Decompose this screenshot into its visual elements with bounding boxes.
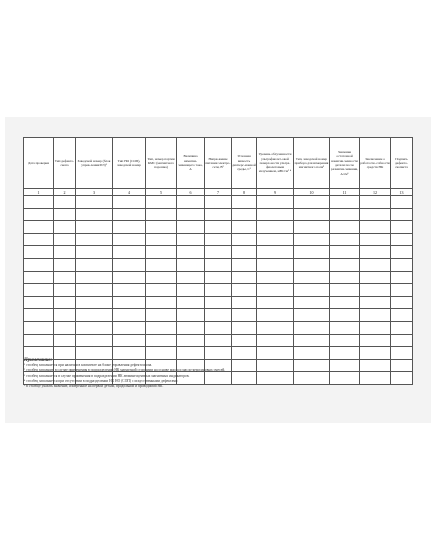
table-cell[interactable] (257, 233, 294, 246)
table-cell[interactable] (54, 321, 76, 334)
table-cell[interactable] (76, 221, 113, 234)
table-row (24, 296, 413, 309)
table-cell[interactable] (391, 284, 413, 297)
table-row (24, 271, 413, 284)
table-cell[interactable] (232, 208, 257, 221)
table-cell[interactable] (232, 296, 257, 309)
table-cell[interactable] (294, 321, 330, 334)
table-cell[interactable] (360, 246, 391, 259)
table-cell[interactable] (76, 246, 113, 259)
table-cell[interactable] (205, 296, 232, 309)
table-cell[interactable] (76, 296, 113, 309)
note-line: ³ столбец заполняется в случае применения в подразделении НК люминесцентных магнитных индикаторов. (24, 373, 190, 378)
table-cell[interactable] (54, 309, 76, 322)
table-cell[interactable] (294, 246, 330, 259)
table-row (24, 246, 413, 259)
table-cell[interactable] (205, 334, 232, 347)
table-cell[interactable] (24, 334, 54, 347)
table-cell[interactable] (257, 246, 294, 259)
table-cell[interactable] (76, 233, 113, 246)
table-cell[interactable] (360, 271, 391, 284)
table-cell[interactable] (177, 334, 205, 347)
table-cell[interactable] (257, 271, 294, 284)
table-cell[interactable] (205, 258, 232, 271)
table-cell[interactable] (54, 296, 76, 309)
table-cell[interactable] (330, 246, 360, 259)
table-cell[interactable] (232, 309, 257, 322)
table-cell[interactable] (113, 246, 146, 259)
column-number: 12 (360, 189, 391, 196)
table-cell[interactable] (24, 321, 54, 334)
table-cell[interactable] (113, 296, 146, 309)
table-cell[interactable] (294, 296, 330, 309)
table-cell[interactable] (113, 284, 146, 297)
column-number: 4 (113, 189, 146, 196)
column-header: Заводской номер (блок управ-ления/ПЭ)¹ (76, 138, 113, 189)
table-cell[interactable] (391, 246, 413, 259)
table-cell[interactable] (76, 258, 113, 271)
table-cell[interactable] (391, 309, 413, 322)
table-cell[interactable] (294, 233, 330, 246)
table-row (24, 233, 413, 246)
inspection-log-table (23, 137, 413, 385)
column-number: 11 (330, 189, 360, 196)
table-cell[interactable] (113, 334, 146, 347)
table-cell[interactable] (294, 258, 330, 271)
table-header-row (24, 138, 413, 189)
table-row (24, 309, 413, 322)
column-header: Уровень облученности ультрафиолет-овой поверх-ности ультра-фиолетовым излучением, мВт/см² ⁴ (257, 138, 294, 189)
table-cell[interactable] (232, 334, 257, 347)
table-cell[interactable] (177, 208, 205, 221)
column-header: Тип дефекто-скопа (54, 138, 76, 189)
table-cell[interactable] (232, 221, 257, 234)
table-cell[interactable] (146, 321, 177, 334)
table-cell[interactable] (76, 208, 113, 221)
notes-title: Примечание: (24, 358, 53, 363)
table-cell[interactable] (232, 284, 257, 297)
table-cell[interactable] (76, 284, 113, 297)
table-cell[interactable] (330, 284, 360, 297)
table-cell[interactable] (24, 284, 54, 297)
table-cell[interactable] (177, 233, 205, 246)
table-cell[interactable] (232, 246, 257, 259)
table-cell[interactable] (294, 309, 330, 322)
table-cell[interactable] (205, 246, 232, 259)
table-cell[interactable] (24, 309, 54, 322)
column-number: 8 (232, 189, 257, 196)
table-cell[interactable] (294, 196, 330, 209)
table-cell[interactable] (330, 321, 360, 334)
table-cell[interactable] (330, 334, 360, 347)
table-cell[interactable] (76, 321, 113, 334)
table-cell[interactable] (146, 246, 177, 259)
table-cell[interactable] (113, 321, 146, 334)
table-cell[interactable] (113, 221, 146, 234)
table-row (24, 196, 413, 209)
table-cell[interactable] (257, 296, 294, 309)
table-cell[interactable] (113, 309, 146, 322)
column-header: Тип НО (СОП), заводской номер (113, 138, 146, 189)
table-cell[interactable] (24, 271, 54, 284)
table-cell[interactable] (146, 221, 177, 234)
table-cell[interactable] (257, 309, 294, 322)
table-cell[interactable] (113, 196, 146, 209)
table-cell[interactable] (330, 271, 360, 284)
table-cell[interactable] (54, 271, 76, 284)
table-cell[interactable] (360, 321, 391, 334)
table-cell[interactable] (391, 334, 413, 347)
table-cell[interactable] (146, 233, 177, 246)
table-cell[interactable] (330, 258, 360, 271)
column-header: Подпись дефекто-скописта (391, 138, 413, 189)
table-cell[interactable] (177, 258, 205, 271)
table-cell[interactable] (294, 208, 330, 221)
table-cell[interactable] (232, 233, 257, 246)
table-cell[interactable] (391, 271, 413, 284)
column-header: Величина намагни-чивающего тока, А (177, 138, 205, 189)
column-header: Тип, заводской номер прибора для измерения магнитного поля⁵ (294, 138, 330, 189)
table-cell[interactable] (113, 208, 146, 221)
table-cell[interactable] (54, 208, 76, 221)
table-cell[interactable] (54, 284, 76, 297)
table-cell[interactable] (205, 233, 232, 246)
table-cell[interactable] (330, 309, 360, 322)
column-number: 2 (54, 189, 76, 196)
column-number: 9 (257, 189, 294, 196)
table-cell[interactable] (294, 284, 330, 297)
column-number-row (24, 189, 413, 196)
column-header: Заключение о работоспо-собности средств НК (360, 138, 391, 189)
table-cell[interactable] (360, 208, 391, 221)
table-cell[interactable] (257, 284, 294, 297)
table-cell[interactable] (54, 221, 76, 234)
table-cell[interactable] (294, 271, 330, 284)
note-line: ⁵ в столбце указать значение, измеренное на первой детали, продольной и проводимой НК. (24, 384, 164, 389)
table-cell[interactable] (391, 221, 413, 234)
table-cell[interactable] (54, 233, 76, 246)
table-cell[interactable] (391, 321, 413, 334)
table-cell[interactable] (113, 258, 146, 271)
table-cell[interactable] (232, 321, 257, 334)
table-cell[interactable] (205, 208, 232, 221)
table-cell[interactable] (391, 208, 413, 221)
note-line: ² столбец заполнять в случае применения в подразделении НК магнитной суспензии на основе масла и масло-керосиновых смесей. (24, 368, 226, 373)
column-number: 5 (146, 189, 177, 196)
table-cell[interactable] (54, 334, 76, 347)
table-row (24, 258, 413, 271)
table-cell[interactable] (360, 334, 391, 347)
table-cell[interactable] (330, 296, 360, 309)
table-cell[interactable] (360, 258, 391, 271)
notes-section (24, 358, 410, 389)
table-cell[interactable] (24, 196, 54, 209)
table-cell[interactable] (54, 196, 76, 209)
table-cell[interactable] (232, 258, 257, 271)
table-cell[interactable] (205, 271, 232, 284)
table-cell[interactable] (24, 258, 54, 271)
column-number: 13 (391, 189, 413, 196)
table-cell[interactable] (360, 221, 391, 234)
table-row (24, 284, 413, 297)
table-cell[interactable] (146, 258, 177, 271)
column-header: Тип, номер партии КМС (магнитного порошка) (146, 138, 177, 189)
table-row (24, 221, 413, 234)
table-cell[interactable] (294, 334, 330, 347)
table-cell[interactable] (146, 284, 177, 297)
table-cell[interactable] (360, 196, 391, 209)
table-cell[interactable] (146, 296, 177, 309)
table-cell[interactable] (360, 296, 391, 309)
table-cell[interactable] (205, 221, 232, 234)
note-line: ⁴ столбец заполняется при отсутствии в подразделении НК НО (СОП) с искусственными дефектами (24, 378, 178, 383)
table-cell[interactable] (54, 246, 76, 259)
table-cell[interactable] (146, 196, 177, 209)
table-cell[interactable] (177, 271, 205, 284)
table-cell[interactable] (205, 309, 232, 322)
table-cell[interactable] (177, 196, 205, 209)
table-cell[interactable] (24, 221, 54, 234)
table-row (24, 208, 413, 221)
table-cell[interactable] (146, 309, 177, 322)
table-cell[interactable] (24, 208, 54, 221)
table-cell[interactable] (257, 208, 294, 221)
table-cell[interactable] (232, 271, 257, 284)
table-row (24, 334, 413, 347)
table-cell[interactable] (257, 334, 294, 347)
table-cell[interactable] (360, 284, 391, 297)
table-cell[interactable] (76, 334, 113, 347)
column-number: 7 (205, 189, 232, 196)
table-cell[interactable] (232, 196, 257, 209)
table-cell[interactable] (391, 296, 413, 309)
column-header: Напря-жение питания электро-сети, В² (205, 138, 232, 189)
column-header: Условная вязкость дисперс-ионной среды, С³ (232, 138, 257, 189)
table-cell[interactable] (205, 196, 232, 209)
table-cell[interactable] (391, 196, 413, 209)
column-number: 10 (294, 189, 330, 196)
table-cell[interactable] (113, 233, 146, 246)
table-cell[interactable] (146, 271, 177, 284)
column-number: 6 (177, 189, 205, 196)
table-cell[interactable] (24, 296, 54, 309)
table-cell[interactable] (24, 233, 54, 246)
table-cell[interactable] (257, 258, 294, 271)
table-cell[interactable] (294, 221, 330, 234)
table-cell[interactable] (113, 271, 146, 284)
table-cell[interactable] (146, 208, 177, 221)
table-cell[interactable] (391, 258, 413, 271)
column-number: 3 (76, 189, 113, 196)
table-cell[interactable] (76, 196, 113, 209)
table-cell[interactable] (24, 246, 54, 259)
table-cell[interactable] (360, 233, 391, 246)
column-number: 1 (24, 189, 54, 196)
table-cell[interactable] (177, 296, 205, 309)
table-cell[interactable] (177, 321, 205, 334)
table-row (24, 321, 413, 334)
table-cell[interactable] (177, 309, 205, 322)
table-cell[interactable] (205, 321, 232, 334)
table-cell[interactable] (54, 258, 76, 271)
table-cell[interactable] (391, 233, 413, 246)
table-cell[interactable] (177, 246, 205, 259)
table-cell[interactable] (257, 196, 294, 209)
table-cell[interactable] (330, 196, 360, 209)
table-cell[interactable] (360, 309, 391, 322)
column-header: Значение остаточной намагни-ченности детали после размагни-чивания, А/см⁶ (330, 138, 360, 189)
note-line: ¹ столбец заполняется при наличии в комплекте на блоке управления дефектоскопа. (24, 363, 153, 368)
table-cell[interactable] (76, 309, 113, 322)
table-cell[interactable] (177, 284, 205, 297)
table-cell[interactable] (330, 233, 360, 246)
table-cell[interactable] (177, 221, 205, 234)
table-cell[interactable] (257, 221, 294, 234)
table-cell[interactable] (257, 321, 294, 334)
table-cell[interactable] (76, 271, 113, 284)
table-cell[interactable] (146, 334, 177, 347)
table-cell[interactable] (330, 221, 360, 234)
column-header: Дата проверки (24, 138, 54, 189)
table-cell[interactable] (205, 284, 232, 297)
table-cell[interactable] (330, 208, 360, 221)
